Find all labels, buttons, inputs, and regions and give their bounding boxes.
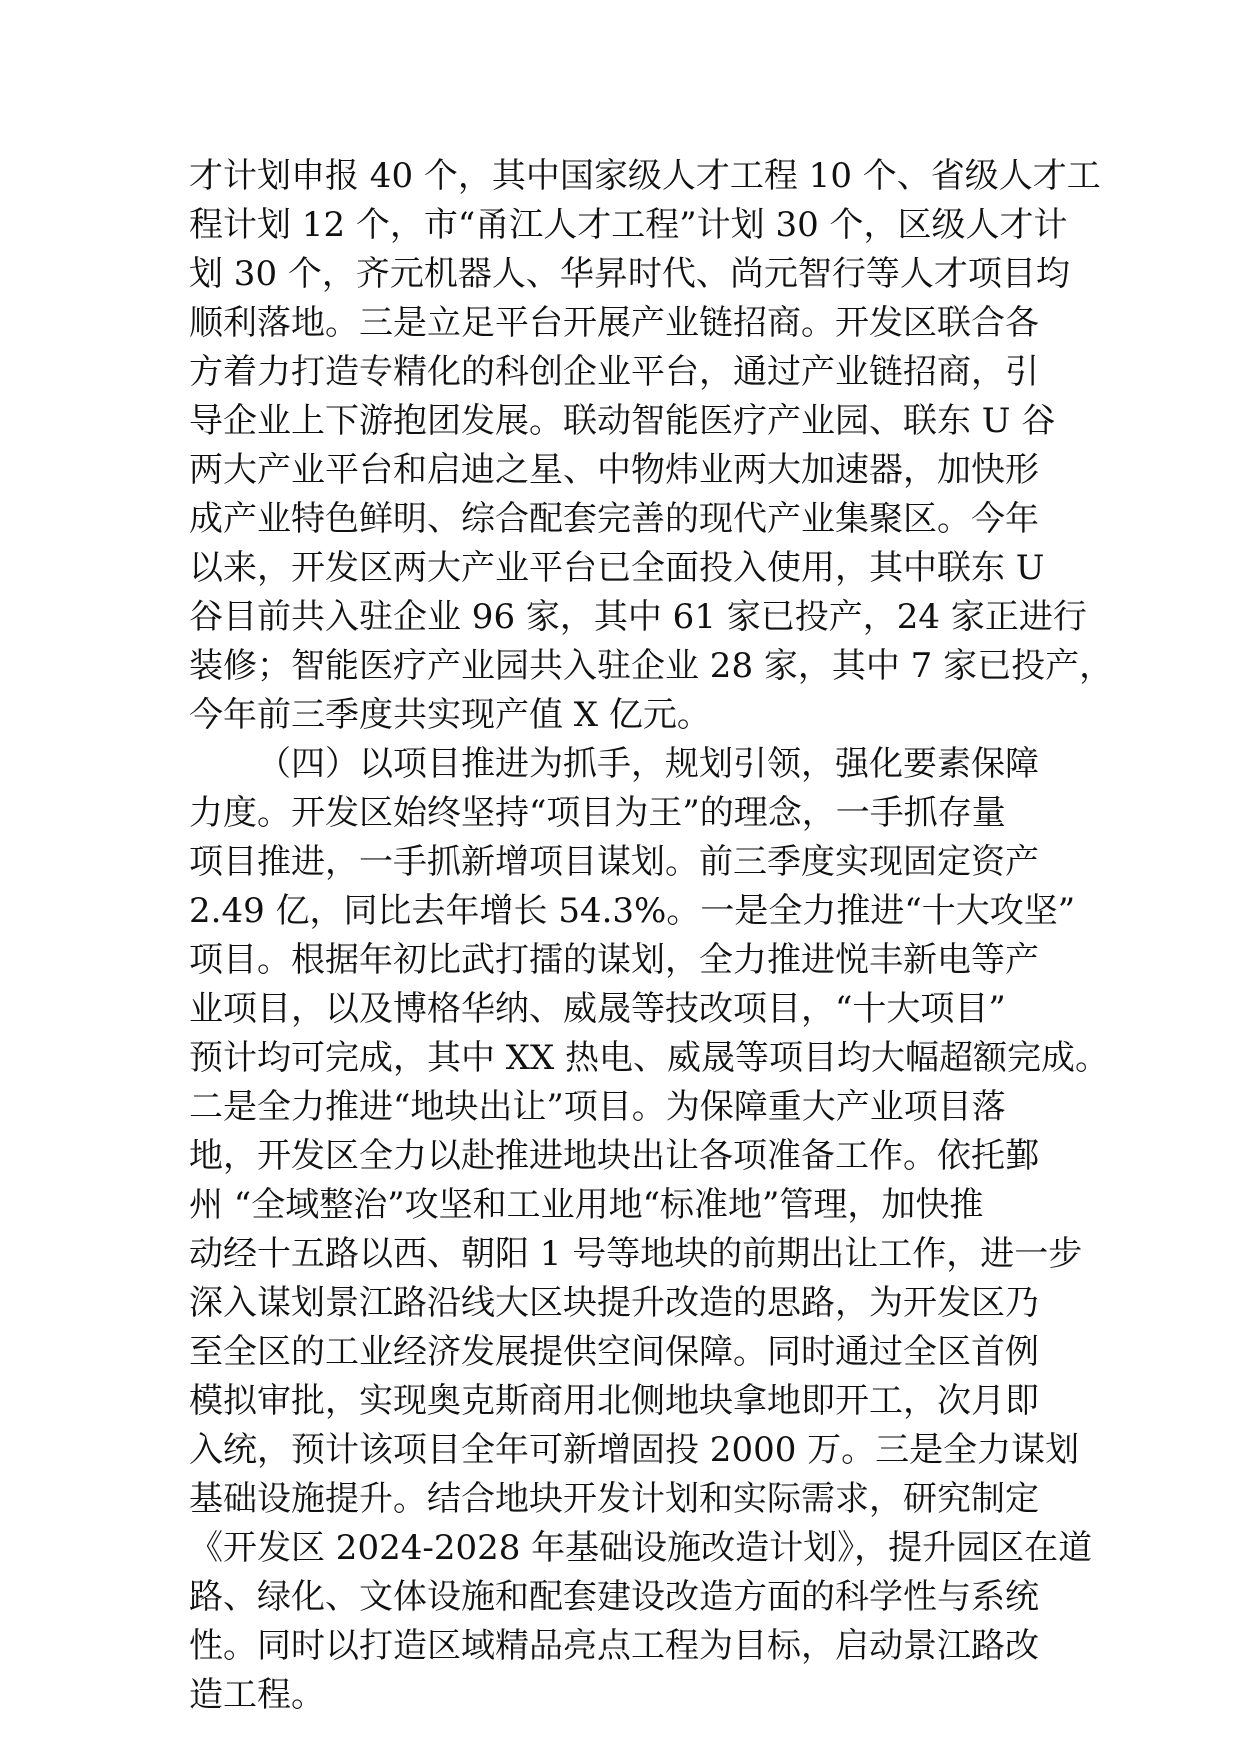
paragraph-line: 深入谋划景江路沿线大区块提升改造的思路，为开发区乃 xyxy=(189,1283,1039,1323)
paragraph-line: 顺利落地。三是立足平台开展产业链招商。开发区联合各 xyxy=(189,303,1039,343)
paragraph-line: 才计划申报 40 个，其中国家级人才工程 10 个、省级人才工 xyxy=(189,156,1101,196)
paragraph-line: 划 30 个，齐元机器人、华昇时代、尚元智行等人才项目均 xyxy=(189,254,1070,294)
paragraph-line: 地，开发区全力以赴推进地块出让各项准备工作。依托鄞 xyxy=(189,1136,1039,1176)
paragraph-line: 今年前三季度共实现产值 X 亿元。 xyxy=(189,695,711,735)
paragraph-line: 造工程。 xyxy=(189,1675,325,1715)
paragraph-line: 力度。开发区始终坚持“项目为王”的理念，一手抓存量 xyxy=(189,793,1006,833)
paragraph-line: 动经十五路以西、朝阳 1 号等地块的前期出让工作，进一步 xyxy=(189,1234,1083,1274)
paragraph-line: 二是全力推进“地块出让”项目。为保障重大产业项目落 xyxy=(189,1087,1006,1127)
paragraph-line: 方着力打造专精化的科创企业平台，通过产业链招商，引 xyxy=(189,352,1039,392)
paragraph-line: 《开发区 2024-2028 年基础设施改造计划》，提升园区在道 xyxy=(189,1528,1093,1568)
paragraph-line: 项目。根据年初比武打擂的谋划，全力推进悦丰新电等产 xyxy=(189,940,1039,980)
paragraph-line: 装修；智能医疗产业园共入驻企业 28 家，其中 7 家已投产， xyxy=(189,646,1114,686)
paragraph-line: 至全区的工业经济发展提供空间保障。同时通过全区首例 xyxy=(189,1332,1039,1372)
paragraph-line: 程计划 12 个，市“甬江人才工程”计划 30 个，区级人才计 xyxy=(189,205,1068,245)
paragraph-line: 2.49 亿，同比去年增长 54.3%。一是全力推进“十大攻坚” xyxy=(189,891,1076,931)
paragraph-line: 州 “全域整治”攻坚和工业用地“标准地”管理，加快推 xyxy=(189,1185,984,1225)
paragraph-line: 谷目前共入驻企业 96 家，其中 61 家已投产，24 家正进行 xyxy=(189,597,1087,637)
paragraph-line: 导企业上下游抱团发展。联动智能医疗产业园、联东 U 谷 xyxy=(189,401,1056,441)
section-heading-line: （四）以项目推进为抓手，规划引领，强化要素保障 xyxy=(257,744,1039,784)
paragraph-line: 项目推进，一手抓新增项目谋划。前三季度实现固定资产 xyxy=(189,842,1039,882)
paragraph-line: 基础设施提升。结合地块开发计划和实际需求，研究制定 xyxy=(189,1479,1039,1519)
paragraph-line: 模拟审批，实现奥克斯商用北侧地块拿地即开工，次月即 xyxy=(189,1381,1039,1421)
paragraph-line: 性。同时以打造区域精品亮点工程为目标，启动景江路改 xyxy=(189,1626,1039,1666)
paragraph-line: 路、绿化、文体设施和配套建设改造方面的科学性与系统 xyxy=(189,1577,1039,1617)
paragraph-line: 以来，开发区两大产业平台已全面投入使用，其中联东 U xyxy=(189,548,1045,588)
paragraph-line: 成产业特色鲜明、综合配套完善的现代产业集聚区。今年 xyxy=(189,499,1039,539)
paragraph-line: 预计均可完成，其中 XX 热电、威晟等项目均大幅超额完成。 xyxy=(189,1038,1110,1078)
paragraph-line: 两大产业平台和启迪之星、中物炜业两大加速器，加快形 xyxy=(189,450,1039,490)
paragraph-line: 入统，预计该项目全年可新增固投 2000 万。三是全力谋划 xyxy=(189,1430,1080,1470)
body-text xyxy=(189,152,1114,1720)
paragraph-line: 业项目，以及博格华纳、威晟等技改项目，“十大项目” xyxy=(189,989,1006,1029)
